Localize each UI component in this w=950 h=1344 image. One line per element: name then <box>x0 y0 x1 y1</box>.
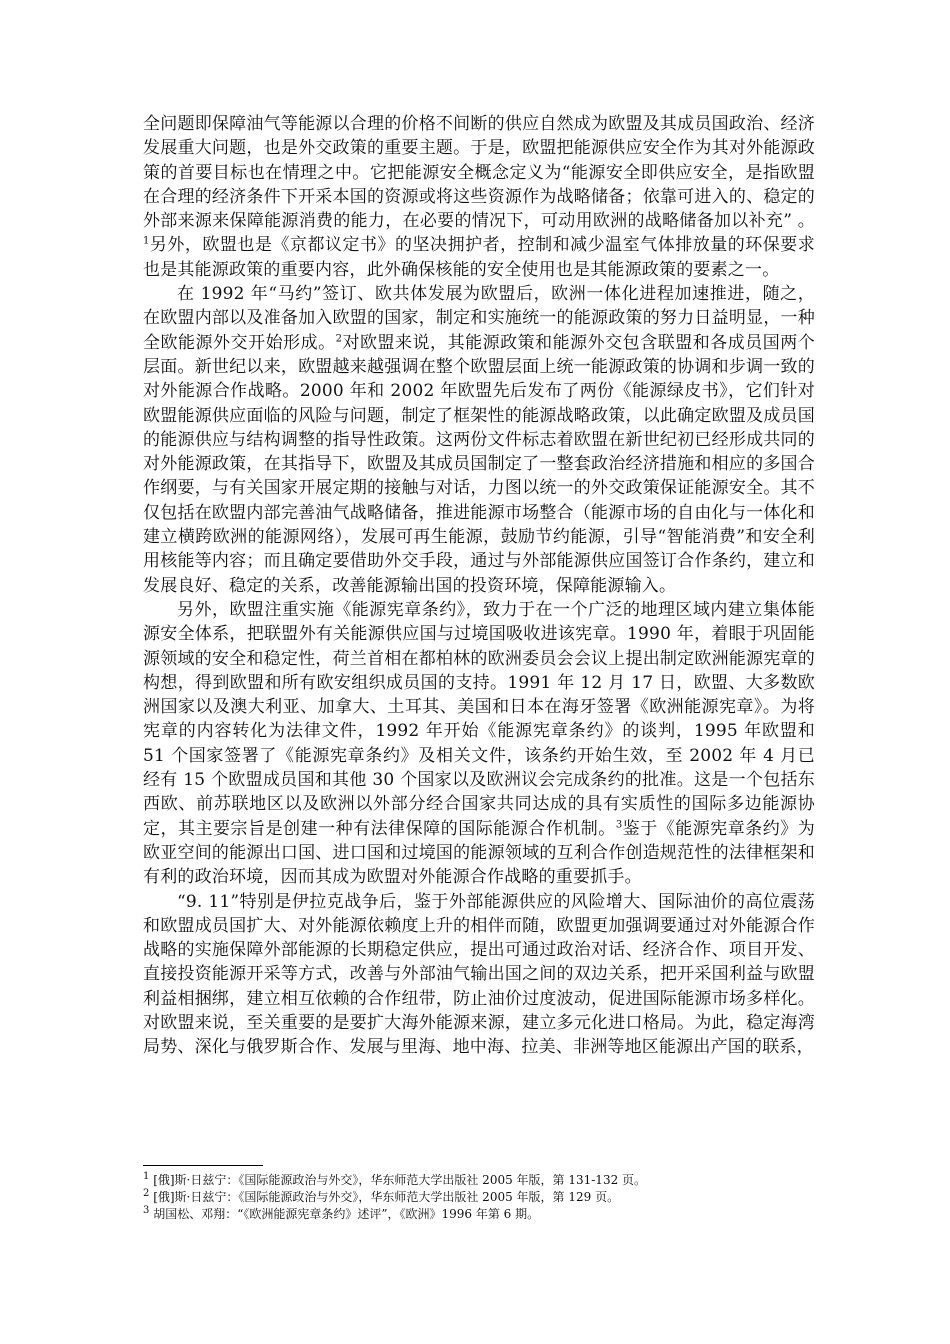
footnote-number-2: 2 <box>143 1188 150 1199</box>
paragraph-4-text: “9. 11”特别是伊拉克战争后，鉴于外部能源供应的风险增大、国际油价的高位震荡和欧盟成员国扩大、对外能源依赖度上升的相伴而随，欧盟更加强调要通过对外能源合作战略的实施保障外部能源的长期稳定供应，提出可通过政治对话、经济合作、项目开发、直接投资能源开采等方式，改善与外部油气输出国之间的双边关系，把开采国利益与欧盟利益相捆绑，建立相互依赖的合作纽带，防止油价过度波动，促进国际能源市场多样化。对欧盟来说，至关重要的是要扩大海外能源来源，建立多元化进口格局。为此，稳定海湾局势、深化与俄罗斯合作、发展与里海、地中海、拉美、非洲等地区能源出产国的联系， <box>143 891 815 1058</box>
footnote-ref-3[interactable]: 3 <box>615 818 623 830</box>
paragraph-1-text: 全问题即保障油气等能源以合理的价格不间断的供应自然成为欧盟及其成员国政治、经济发展重大问题，也是外交政策的重要主题。于是，欧盟把能源供应安全作为其对外能源政策的首要目标也在情理之中。它把能源安全概念定义为“能源安全即供应安全，是指欧盟在合理的经济条件下开采本国的资源或将这些资源作为战略储备；依靠可进入的、稳定的外部来源来保障能源消费的能力，在必要的情况下，可动用欧洲的战略储备加以补充” 。 <box>143 114 815 232</box>
paragraph-1 <box>143 112 815 282</box>
footnote-number-3: 3 <box>143 1205 150 1216</box>
footnote-ref-2[interactable]: 2 <box>335 333 343 345</box>
footnote-text-2: [俄]斯·日兹宁：《国际能源政治与外交》，华东师范大学出版社 2005 年版，第 129 页。 <box>149 1190 620 1204</box>
paragraph-3-text-a: 另外，欧盟注重实施《能源宪章条约》，致力于在一个广泛的地理区域内建立集体能源安全体系，把联盟外有关能源供应国与过境国吸收进该宪章。1990 年，着眼于巩固能源领域的安全和稳定性，荷兰首相在都柏林的欧洲委员会会议上提出制定欧洲能源宪章的构想，得到欧盟和所有欧安组织成员国的支持。1991 年 12 月 17 日，欧盟、大多数欧洲国家以及澳大利亚、加拿大、土耳其、美国和日本在海牙签署《欧洲能源宪章》。为将宪章的内容转化为法律文件，1992 年开始《能源宪章条约》的谈判，1995 年欧盟和 51 个国家签署了《能源宪章条约》及相关文件，该条约开始生效，至 2002 年 4 月已经有 15 个欧盟成员国和其他 30 个国家以及欧洲议会完成条约的批准。这是一个包括东西欧、前苏联地区以及欧洲以外部分经合国家共同达成的具有实质性的国际多边能源协定，其主要宗旨是创建一种有法律保障的国际能源合作机制。 <box>143 599 815 839</box>
footnote-3 <box>143 1206 815 1223</box>
footnote-number-1: 1 <box>143 1171 150 1182</box>
paragraph-3 <box>143 598 815 890</box>
paragraph-4 <box>143 890 815 1060</box>
paragraph-2 <box>143 282 815 598</box>
paragraph-2-text-a: 在 1992 年“马约”签订、欧共体发展为欧盟后，欧洲一体化进程加速推进，随之，在欧盟内部以及准备加入欧盟的国家，制定和实施统一的能源政策的努力日益明显，一种全欧能源外交开始形成。 <box>143 284 815 353</box>
footnote-ref-1[interactable]: 1 <box>143 235 150 247</box>
footnote-2 <box>143 1189 815 1206</box>
footnote-text-1: [俄]斯·日兹宁：《国际能源政治与外交》，华东师范大学出版社 2005 年版，第 131-132 页。 <box>149 1173 647 1187</box>
footnotes <box>143 1153 815 1223</box>
footnote-text-3: 胡国松、邓翔：“《欧洲能源宪章条约》述评”，《欧洲》1996 年第 6 期。 <box>149 1207 540 1221</box>
footnote-1 <box>143 1172 815 1189</box>
paragraph-2-text-b: 对欧盟来说，其能源政策和能源外交包含联盟和各成员国两个层面。新世纪以来，欧盟越来越强调在整个欧盟层面上统一能源政策的协调和步调一致的对外能源合作战略。2000 年和 2002 年欧盟先后发布了两份《能源绿皮书》，它们针对欧盟能源供应面临的风险与问题，制定了框架性的能源战略政策，以此确定欧盟及成员国的能源供应与结构调整的指导性政策。这两份文件标志着欧盟在新世纪初已经形成共同的对外能源政策，在其指导下，欧盟及其成员国制定了一整套政治经济措施和相应的多国合作纲要，与有关国家开展定期的接触与对话，力图以统一的外交政策保证能源安全。其不仅包括在欧盟内部完善油气战略储备，推进能源市场整合（能源市场的自由化与一体化和建立横跨欧洲的能源网络），发展可再生能源，鼓励节约能源，引导“智能消费”和安全利用核能等内容；而且确定要借助外交手段，通过与外部能源供应国签订合作条约，建立和发展良好、稳定的关系，改善能源输出国的投资环境，保障能源输入。 <box>143 332 815 596</box>
paragraph-1-tail: 另外，欧盟也是《京都议定书》的坚决拥护者，控制和减少温室气体排放量的环保要求也是其能源政策的重要内容，此外确保核能的安全使用也是其能源政策的要素之一。 <box>143 235 815 280</box>
document-body <box>143 112 815 1060</box>
footnote-divider <box>143 1165 263 1166</box>
paragraph-3-text-b: 鉴于《能源宪章条约》为欧亚空间的能源出口国、进口国和过境国的能源领域的互利合作创造规范性的法律框架和有利的政治环境，因而其成为欧盟对外能源合作战略的重要抓手。 <box>143 818 815 888</box>
